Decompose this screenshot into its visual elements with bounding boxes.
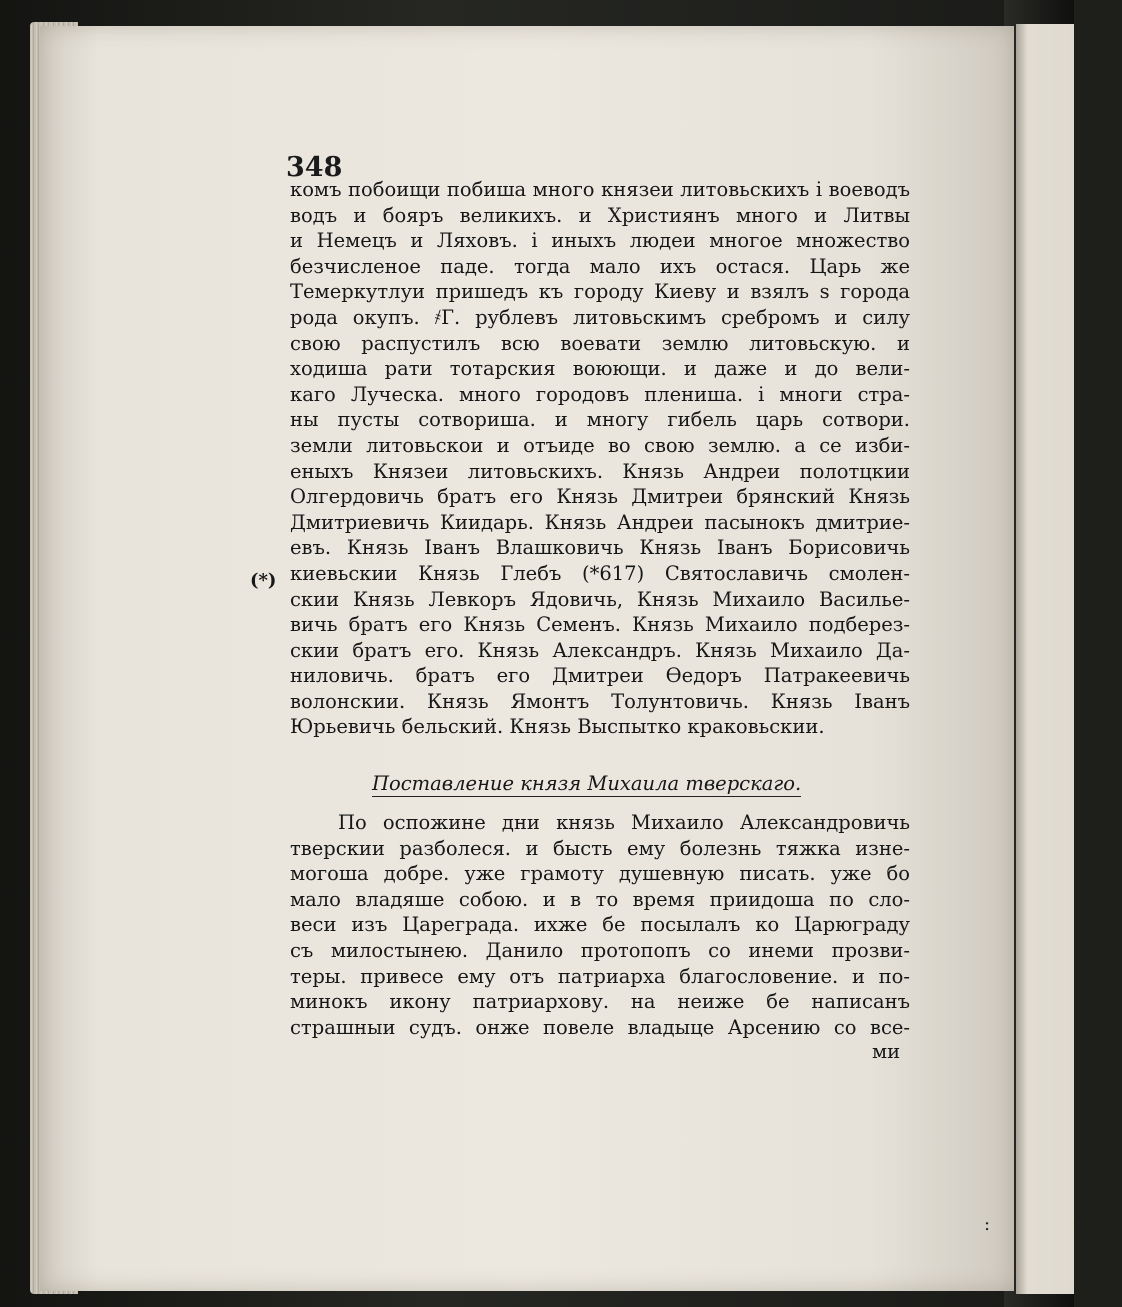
text-line: ниловичь. братъ его Дмитреи Өедоръ Патракеевичь xyxy=(290,664,910,688)
text-line: земли литовьскои и отъиде во свою землю. а се изби- xyxy=(290,433,910,457)
text-line: По оспожине дни князь Михаило Александровичь xyxy=(338,811,910,834)
text-line: водъ и бояръ великихъ. и Християнъ много и Литвы xyxy=(290,203,910,227)
paragraph-1 xyxy=(290,177,910,740)
text-line: могоша добре. уже грамоту душевную писать. уже бо xyxy=(290,862,910,886)
text-line: ходиша рати тотарския воюющи. и даже и до вели- xyxy=(290,357,910,381)
text-line: безчисленое паде. тогда мало ихъ остася. Царь же xyxy=(290,254,910,278)
catch-word: ми xyxy=(872,1040,901,1063)
text-line: мало владяше собою. и в то время приидоша по сло- xyxy=(290,887,910,911)
section-heading: Поставление князя Михаила тверскаго. xyxy=(372,772,802,795)
text-line: тверскии разболеся. и бысть ему болезнь тяжка изне- xyxy=(290,836,910,860)
text-line: киевьскии Князь Глебъ (*617) Святославичь смолен- xyxy=(290,561,910,585)
paragraph-2 xyxy=(290,810,910,1040)
text-line: вичь братъ его Князь Семенъ. Князь Михаило подберез- xyxy=(290,613,910,637)
text-line: свою распустилъ всю воевати землю литовьскую. и xyxy=(290,331,910,355)
text-line: еныхъ Князеи литовьскихъ. Князь Андреи полотцкии xyxy=(290,459,910,483)
text-line: скии братъ его. Князь Александръ. Князь Михаило Да- xyxy=(290,638,910,662)
text-line: Олгердовичь братъ его Князь Дмитреи брянский Князь xyxy=(290,485,910,509)
text-line: комъ побоищи побиша много князеи литовьскихъ і воеводъ xyxy=(290,178,910,201)
next-page-edge xyxy=(1016,24,1074,1294)
text-line: евъ. Князь Іванъ Влашковичь Князь Іванъ Борисовичь xyxy=(290,536,910,560)
text-line: теры. привесе ему отъ патриарха благословение. и по- xyxy=(290,964,910,988)
text-line: рода окупъ. ҂Г. рублевъ литовьскимъ сребромъ и силу xyxy=(290,305,910,329)
page-number: 348 xyxy=(286,152,343,183)
text-line: и Немецъ и Ляховъ. і иныхъ людеи многое множество xyxy=(290,229,910,253)
text-line: страшныи судъ. онже повеле владыце Арсению со все- xyxy=(290,1015,910,1039)
text-line: Дмитриевичь Киидарь. Князь Андреи пасынокъ дмитрие- xyxy=(290,510,910,534)
text-line: каго Луческа. много городовъ плениша. і многи стра- xyxy=(290,382,910,406)
text-line: Темеркутлуи пришедъ къ городу Киеву и взялъ s города xyxy=(290,280,910,304)
footnote-marker: (*) xyxy=(250,570,277,591)
text-line: волонскии. Князь Ямонтъ Толунтовичь. Князь Іванъ xyxy=(290,689,910,713)
text-line: веси изъ Цареграда. ихже бе посылалъ ко Царюграду xyxy=(290,913,910,937)
text-line: ны пусты сотвориша. и многу гибель царь сотвори. xyxy=(290,408,910,432)
text-line: скии Князь Левкоръ Ядовичь, Князь Михаило Василье- xyxy=(290,587,910,611)
text-line: минокъ икону патриархову. на неиже бе написанъ xyxy=(290,990,910,1014)
text-line: Юрьевичь бельский. Князь Выспытко краковьскии. xyxy=(290,715,825,739)
text-line: съ милостынею. Данило протопопъ со инеми прозви- xyxy=(290,938,910,962)
next-page-marks: : : xyxy=(984,1214,1122,1235)
